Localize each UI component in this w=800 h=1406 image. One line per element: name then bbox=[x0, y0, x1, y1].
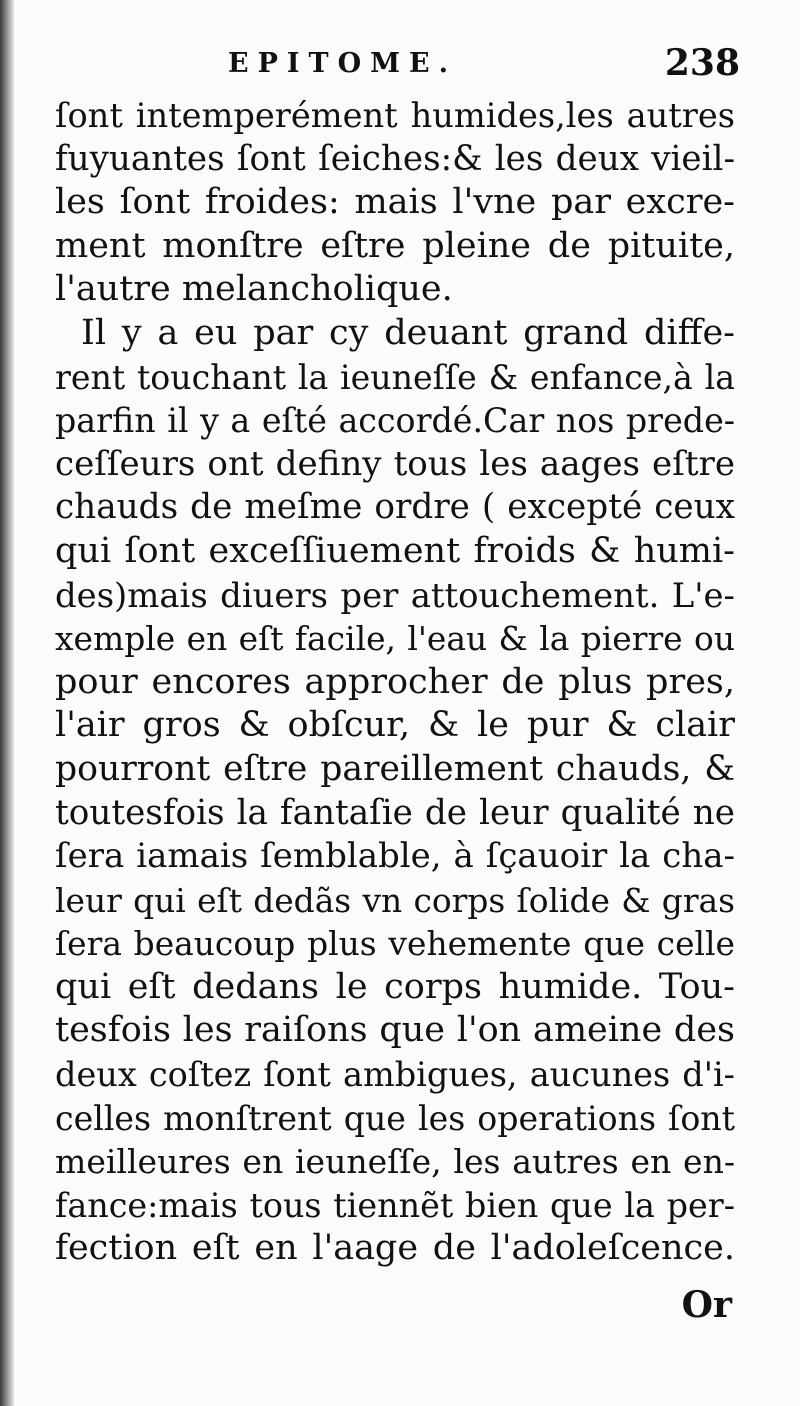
catchword: Or bbox=[681, 1284, 732, 1326]
text-line: Il y a eu par cy deuant grand diffe- bbox=[81, 312, 735, 353]
text-line: parfin il y a eſté accordé.Car nos prede- bbox=[55, 401, 735, 441]
text-line: tesfois les raiſons que l'on ameine des bbox=[55, 1010, 735, 1051]
page-header bbox=[60, 38, 740, 88]
text-line: meilleures en ieuneſſe, les autres en en- bbox=[55, 1142, 735, 1182]
page-number: 238 bbox=[664, 42, 740, 84]
text-line: qui ſont exceſſiuement froids & humi- bbox=[55, 530, 735, 571]
text-line: fuyuantes ſont ſeiches:& les deux vieil- bbox=[55, 138, 735, 179]
text-line: fection eſt en l'aage de l'adoleſcence. bbox=[55, 1228, 735, 1269]
text-line: des)mais diuers per attouchement. L'e- bbox=[55, 575, 735, 615]
text-line: pourront eſtre pareillement chauds, & bbox=[55, 748, 735, 789]
text-line: chauds de meſme ordre ( excepté ceux bbox=[55, 487, 735, 528]
text-line: rent touchant la ieuneſſe & enfance,à la bbox=[55, 357, 735, 397]
text-line: ſera beaucoup plus vehemente que celle bbox=[55, 924, 735, 964]
text-line: l'autre melancholique. bbox=[55, 269, 453, 310]
text-line: deux coſtez ſont ambigues, aucunes d'i- bbox=[55, 1055, 735, 1095]
text-line: ment monſtre eſtre pleine de pituite, bbox=[55, 225, 735, 266]
text-line: leur qui eſt dedãs vn corps ſolide & gras bbox=[55, 880, 735, 920]
text-line: les ſont froides: mais l'vne par excre- bbox=[55, 182, 735, 223]
running-title: EPITOME. bbox=[228, 48, 457, 79]
body-text bbox=[55, 94, 735, 1271]
text-line: celles monſtrent que les operations ſont bbox=[55, 1098, 735, 1138]
text-line: l'air gros & obſcur, & le pur & clair bbox=[55, 705, 735, 746]
text-line: pour encores approcher de plus pres, bbox=[55, 661, 735, 702]
text-line: fance:mais tous tiennẽt bien que la per- bbox=[55, 1185, 735, 1225]
text-line: ceſſeurs ont definy tous les aages eſtre bbox=[55, 443, 735, 484]
text-line: toutesfois la fantaſie de leur qualité ne bbox=[55, 792, 735, 833]
text-line: xemple en eſt facile, l'eau & la pierre ou bbox=[55, 619, 735, 659]
text-line: qui eſt dedans le corps humide. Tou- bbox=[55, 966, 735, 1007]
page-gutter-shadow bbox=[0, 0, 14, 1406]
text-line: ſont intemperément humides,les autres bbox=[55, 96, 735, 135]
text-line: ſera iamais ſemblable, à ſçauoir la cha- bbox=[55, 836, 735, 877]
